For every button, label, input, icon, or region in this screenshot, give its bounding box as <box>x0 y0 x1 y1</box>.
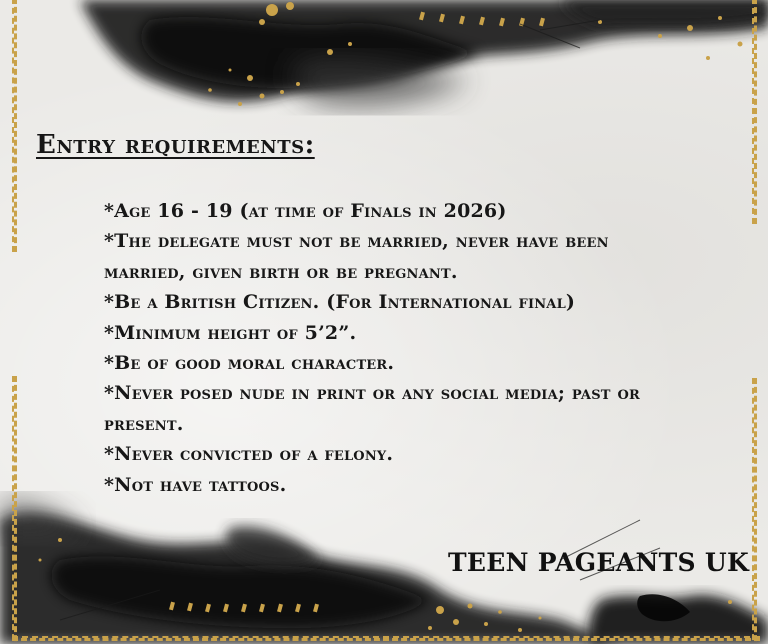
brand-name: TEEN PAGEANTS UK <box>448 548 749 577</box>
gold-border-bottom-right <box>752 378 757 644</box>
requirement-citizenship: *Be a British Citizen. (For International final) <box>104 291 576 314</box>
requirement-marital-status: *The delegate must not be married, never have been married, given birth or be pregnant. <box>104 230 609 283</box>
requirement-height: *Minimum height of 5’2”. <box>104 321 357 344</box>
requirement-no-felony: *Never convicted of a felony. <box>104 443 394 466</box>
requirement-moral-character: *Be of good moral character. <box>104 352 395 375</box>
gold-border-bottom-edge <box>12 636 760 641</box>
gold-border-top-left <box>12 0 17 252</box>
requirement-age: *Age 16 - 19 (at time of Finals in 2026) <box>104 200 507 222</box>
requirement-no-tattoos: *Not have tattoos. <box>104 473 287 496</box>
gold-border-top-right <box>752 0 757 224</box>
page-title: Entry requirements: <box>36 130 315 160</box>
requirements-list <box>104 196 684 500</box>
requirement-no-nude-posing: *Never posed nude in print or any social media; past or present. <box>104 382 641 435</box>
gold-border-bottom-left <box>12 376 17 644</box>
